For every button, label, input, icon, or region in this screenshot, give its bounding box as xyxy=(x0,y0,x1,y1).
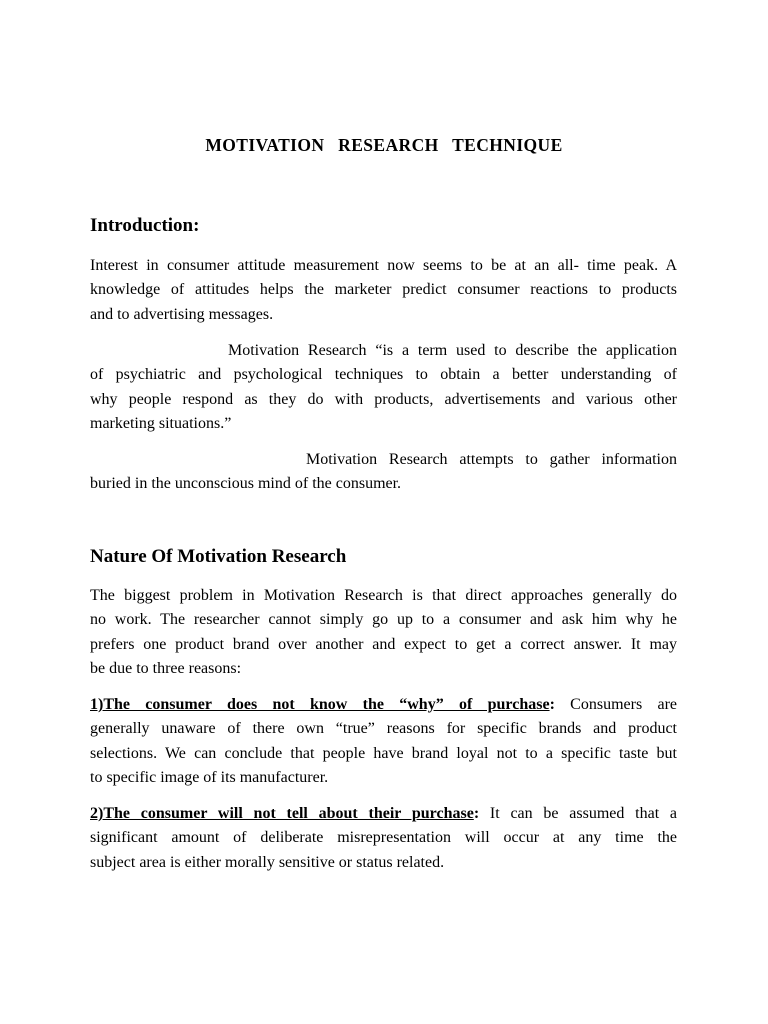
nature-heading: Nature Of Motivation Research xyxy=(90,546,347,567)
text-line: generally unaware of there own “true” reasons for specific brands and product xyxy=(90,720,677,738)
intro-paragraph-1 xyxy=(90,254,677,327)
text-line: significant amount of deliberate misrepresentation will occur at any time the xyxy=(90,829,677,847)
text-line: and to advertising messages. xyxy=(90,305,274,323)
reason-2-first-line-rest: It can be assumed that a xyxy=(479,805,678,822)
reason-2-colon: : xyxy=(473,805,480,822)
text-line: Motivation Research attempts to gather information xyxy=(306,451,677,468)
intro-paragraph-3 xyxy=(90,448,677,497)
text-line: no work. The researcher cannot simply go up to a consumer and ask him why he xyxy=(90,611,677,629)
text-line: marketing situations.” xyxy=(90,414,232,432)
text-line: why people respond as they do with products, advertisements and various other xyxy=(90,390,677,408)
text-line: Motivation Research “is a term used to describe the application xyxy=(228,342,677,359)
text-line: selections. We can conclude that people have brand loyal not to a specific taste but xyxy=(90,744,677,762)
text-line: prefers one product brand over another and expect to get a correct answer. It may xyxy=(90,635,677,653)
text-line: Interest in consumer attitude measurement now seems to be at an all- time peak. A xyxy=(90,257,677,274)
text-line: be due to three reasons: xyxy=(90,659,242,677)
intro-paragraph-2 xyxy=(90,339,677,436)
text-line: of psychiatric and psychological techniques to obtain a better understanding of xyxy=(90,366,677,384)
reason-2-label: 2)The consumer will not tell about their purchase xyxy=(90,805,474,822)
reason-1-label: 1)The consumer does not know the “why” of purchase xyxy=(90,696,550,713)
text-line: subject area is either morally sensitive or status related. xyxy=(90,853,445,871)
reason-1-first-line-rest: Consumers are xyxy=(554,696,678,713)
text-line: to specific image of its manufacturer. xyxy=(90,768,329,786)
reason-1-colon: : xyxy=(549,696,555,713)
text-line: The biggest problem in Motivation Research is that direct approaches generally do xyxy=(90,587,677,604)
text-line: buried in the unconscious mind of the consumer. xyxy=(90,475,402,493)
text-line: knowledge of attitudes helps the marketer predict consumer reactions to products xyxy=(90,281,677,299)
nature-paragraph xyxy=(90,584,677,681)
document-title: MOTIVATION RESEARCH TECHNIQUE xyxy=(205,135,563,155)
reason-2-paragraph xyxy=(90,802,677,875)
introduction-heading: Introduction: xyxy=(90,215,200,236)
reason-1-paragraph xyxy=(90,693,677,790)
text-line xyxy=(90,693,677,717)
text-line xyxy=(90,802,677,826)
